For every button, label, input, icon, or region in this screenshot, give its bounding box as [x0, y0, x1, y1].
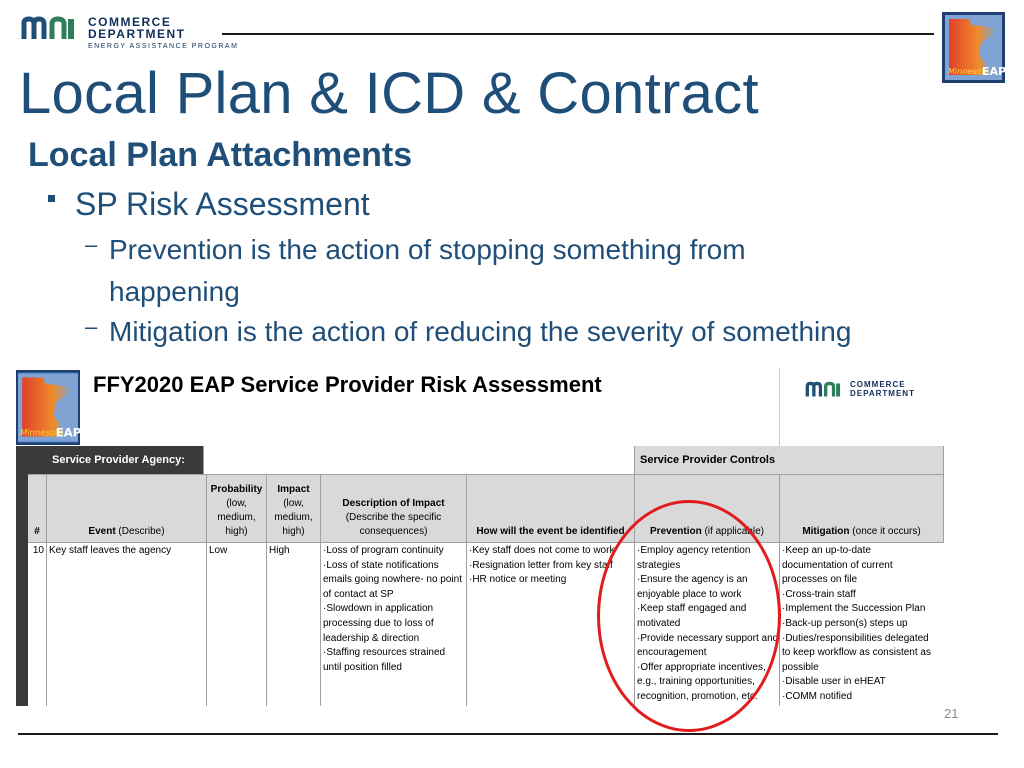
col-header-probability: Probability (low, medium, high): [207, 474, 267, 542]
sub-bullet-text: Prevention is the action of stopping something from: [109, 234, 746, 265]
commerce-department-logo: [22, 14, 239, 54]
cell-num: 10: [28, 542, 47, 706]
cell-probability: Low: [207, 542, 267, 706]
header-divider: [222, 33, 934, 35]
header-dark-cell: [28, 446, 47, 474]
svg-text:EAP: EAP: [982, 65, 1007, 78]
bullet-sp-risk: [48, 186, 370, 223]
prevention-highlight-circle: [597, 500, 781, 732]
mn-logo-icon: [806, 382, 844, 398]
dash-bullet-icon: –: [85, 314, 98, 339]
footer-divider: [18, 733, 998, 735]
svg-text:Minnesota: Minnesota: [948, 67, 990, 76]
divider: [779, 368, 780, 446]
sheet-title: FFY2020 EAP Service Provider Risk Assessment: [93, 372, 602, 397]
svg-text:EAP: EAP: [55, 425, 82, 440]
group-header-blank: [204, 446, 635, 474]
col-header-description: Description of Impact (Describe the specific consequences): [321, 474, 467, 542]
slide-title: Local Plan & ICD & Contract: [19, 61, 759, 126]
minnesota-map-icon: [18, 372, 82, 443]
cell-prevention: ·Employ agency retention strategies ·Ensure the agency is an enjoyable place to work ·Keep staff engaged and motivated ·Provide necessary support and encouragement ·Offer appropriate incentives, e.g., training opportunities, recognition, promotion, etc.: [635, 542, 780, 706]
cell-identified: ·Key staff does not come to work ·Resignation letter from key staff ·HR notice or meeting: [467, 542, 635, 706]
logo-subtitle: ENERGY ASSISTANCE PROGRAM: [88, 43, 239, 50]
col-header-event: Event (Describe): [47, 474, 207, 542]
svg-text:Minnesota: Minnesota: [20, 427, 64, 438]
square-bullet-icon: [48, 195, 55, 202]
page-number: 21: [944, 706, 959, 721]
minnesota-map-icon: [945, 15, 1007, 80]
risk-assessment-sheet: [16, 368, 944, 706]
sub-bullet-prevention-cont: happening: [109, 276, 240, 307]
logo-line2: DEPARTMENT: [850, 389, 915, 398]
cell-mitigation: ·Keep an up-to-date documentation of current processes on file ·Cross-train staff ·Implement the Succession Plan ·Back-up person(s) steps up ·Duties/responsibilities delegated to keep workflow as consistent as possible ·Disable user in eHEAT ·COMM notified: [780, 542, 944, 706]
group-header-controls: Service Provider Controls: [635, 446, 944, 474]
sub-bullet-text: Mitigation is the action of reducing the severity of something: [109, 316, 852, 347]
minnesota-eap-badge: [942, 12, 1005, 83]
cell-event: Key staff leaves the agency: [47, 542, 207, 706]
col-header-prevention: Prevention (if applicable): [635, 474, 780, 542]
row-margin-strip: [16, 446, 28, 706]
col-header-identified: How will the event be identified: [467, 474, 635, 542]
bullet-text: SP Risk Assessment: [75, 186, 370, 222]
col-header-num: #: [28, 474, 47, 542]
logo-line1: COMMERCE: [88, 15, 172, 29]
cell-description: ·Loss of program continuity ·Loss of state notifications emails going nowhere- no point of contact at SP ·Slowdown in application processing due to loss of leadership & direction ·Staffing resources strained until position filled: [321, 542, 467, 706]
slide-subtitle: Local Plan Attachments: [28, 136, 413, 174]
col-header-impact: Impact (low, medium, high): [267, 474, 321, 542]
logo-line2: DEPARTMENT: [88, 27, 186, 41]
dash-bullet-icon: –: [85, 232, 98, 257]
cell-impact: High: [267, 542, 321, 706]
col-header-mitigation: Mitigation (once it occurs): [780, 474, 944, 542]
minnesota-eap-badge: [16, 370, 80, 445]
logo-line1: COMMERCE: [850, 380, 906, 389]
mn-logo-icon: [22, 17, 80, 41]
group-header-agency: Service Provider Agency:: [47, 446, 204, 474]
risk-table: [16, 446, 944, 706]
